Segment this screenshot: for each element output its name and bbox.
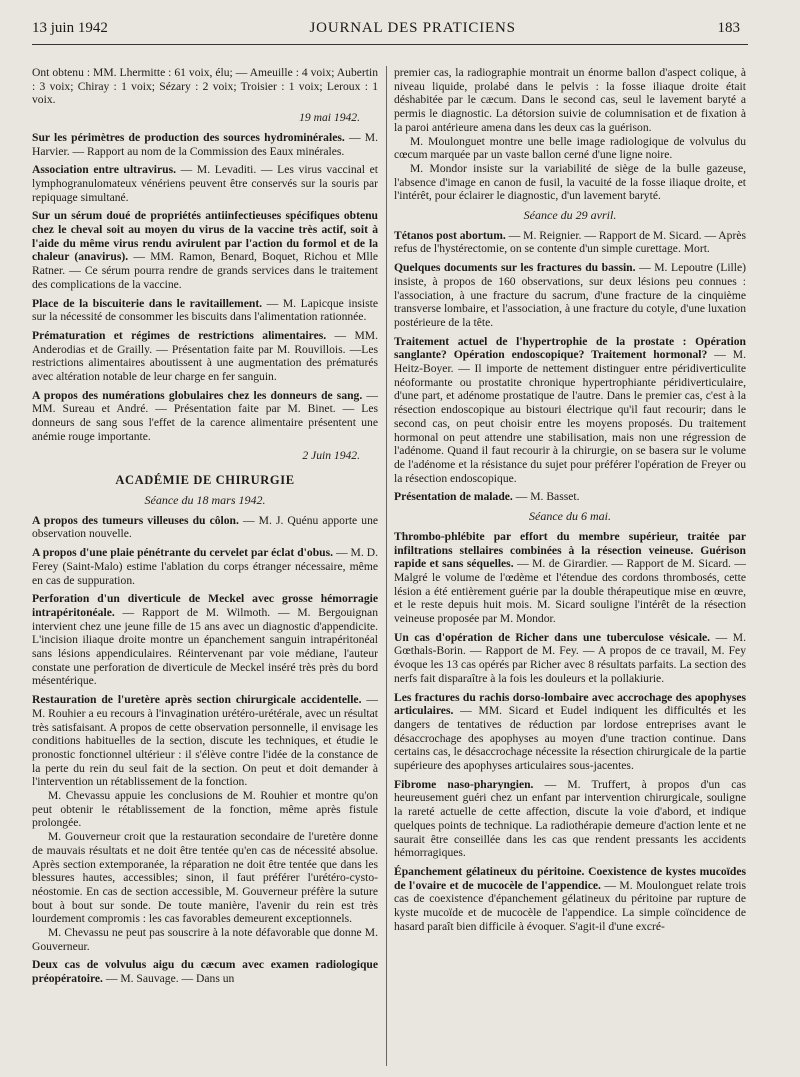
report-title: Deux cas de volvulus aigu du cæcum avec examen radiologique préopératoire. xyxy=(32,958,378,986)
report-item xyxy=(32,209,378,291)
report-body: — M. Levaditi. — Les virus vaccinal et lymphogranulomateux vénériens peuvent être conservés sur la souris par repiquage simultané. xyxy=(32,163,379,204)
report-title: Association entre ultravirus. xyxy=(32,163,177,177)
report-title: Tétanos post abortum. xyxy=(394,228,506,242)
report-item xyxy=(394,261,746,330)
report-title: Perforation d'un diverticule de Meckel avec grosse hémorragie intrapéritonéale. xyxy=(32,592,378,619)
report-body: — M. Truffert, à propos d'un cas heureusement guéri chez un enfant par intervention chirurgicale, souligne la rareté actuelle de cette affection, discute la voie d'abord, et indique quelques points de technique. La radiothérapie demeure d'action lente et ne saurait être conseillée dans les cas que rendent pressants les accidents hémorragiques. xyxy=(394,777,747,860)
report-body: — MM. Ramon, Benard, Boquet, Richou et Mlle Ratner. — Ce sérum pourra rendre de grands services dans le traitement des complications de la vaccine. xyxy=(32,250,378,291)
report-item xyxy=(32,163,378,204)
report-title: Fibrome naso-pharyngien. xyxy=(394,777,534,791)
report-item xyxy=(32,329,378,384)
report-body: — MM. Sicard et Eudel indiquent les difficultés et les dangers de tentatives de réduction par lordose entreprises avant le désaccrochage des apophyses au moyen d'une traction continue. Dans certains cas, le désaccrochage nécessite la résection chirurgicale de la partie supérieure des apophyses articulaires sous-jacentes. xyxy=(394,704,746,773)
report-body: — MM. Anderodias et de Grailly. — Présentation faite par M. Rouvillois. —Les restrictions alimentaires aboutissent à une augmentation des prématurés avec altération notable de leur charge en fer sanguin. xyxy=(32,328,378,384)
report-item xyxy=(32,389,378,444)
report-title: Sur un sérum doué de propriétés antiinfectieuses spécifiques obtenu chez le cheval soit au moyen du virus de la vaccine très actif, soit à l'aide du même virus rendu avirulent par l'action du formol et de la chaleur (anavirus). xyxy=(32,209,378,264)
report-title: A propos des numérations globulaires chez les donneurs de sang. xyxy=(32,388,363,402)
session-date: 2 Juin 1942. xyxy=(302,448,360,462)
page-header xyxy=(32,20,740,44)
report-title: Place de la biscuiterie dans le ravitaillement. xyxy=(32,296,263,310)
report-item xyxy=(394,865,746,934)
report-item xyxy=(394,490,746,504)
report-body: — M. Sauvage. — Dans un xyxy=(102,972,235,986)
discussion-paragraph: M. Mondor insiste sur la variabilité de siège de la bulle gazeuse, l'absence d'image en canon de fusil, la vacuité de la fosse iliaque droite, et l'intérêt, pour éclairer le diagnostic, d'un lavement baryté. xyxy=(394,161,746,203)
report-body: — M. D. Ferey (Saint-Malo) estime l'ablation du corps étranger nécessaire, même en cas de suppuration. xyxy=(32,546,378,587)
report-item xyxy=(394,229,746,256)
report-item xyxy=(32,958,378,985)
report-title: Quelques documents sur les fractures du bassin. xyxy=(394,261,636,275)
report-body: — M. de Girardier. — Rapport de M. Sicard. — Malgré le volume de l'œdème et l'étendue des cordons thrombosés, cette lésion a été entièrement guérie par la double thérapeutique mise en œuvre, et le reste depuis huit mois. M. Sicard souligne l'intérêt de la résection veineuse proposée par M. Mondor. xyxy=(394,557,746,626)
report-item xyxy=(394,691,746,773)
report-title: A propos d'une plaie pénétrante du cervelet par éclat d'obus. xyxy=(32,546,334,560)
header-date: 13 juin 1942 xyxy=(32,20,108,36)
report-item xyxy=(394,335,746,486)
journal-title: JOURNAL DES PRATICIENS xyxy=(309,20,516,36)
report-title: Restauration de l'uretère après section chirurgicale accidentelle. xyxy=(32,693,362,707)
report-title: Prématuration et régimes de restrictions alimentaires. xyxy=(32,328,327,342)
discussion-paragraph: M. Gouverneur croit que la restauration secondaire de l'uretère donne de mauvais résultats et ne doit être tentée qu'en cas de nécessité absolue. Après section extemporanée, la réparation ne doit être tentée que dans les blessures hautes, accessibles; sinon, il faut préférer l'urétéro-cysto-néostomie. En cas de section accessible, M. Gouverneur préfère la suture bout à bout sur sonde. De toute manière, l'avenir du rein est très lourdement compromis : les cas favorables demeurent exceptionnels. xyxy=(32,830,378,926)
report-body: — M. J. Quénu apporte une observation nouvelle. xyxy=(32,513,379,541)
discussion-paragraph: M. Chevassu ne peut pas souscrire à la note défavorable que donne M. Gouverneur. xyxy=(32,926,378,953)
report-body: — M. Lapicque insiste sur la nécessité de consommer les biscuits dans l'alimentation rationnée. xyxy=(32,296,379,324)
report-body: — M. Lepoutre (Lille) insiste, à propos de 160 observations, sur deux lésions peu connues : l'association, à une fracture du sacrum, d'une fracture de la cinquième transverse lombaire, et l'association, à une fracture du cotyle, d'une luxation postérieure de la tête. xyxy=(394,261,746,329)
report-item xyxy=(394,631,746,686)
report-item xyxy=(32,592,378,688)
report-body: — M. Gœthals-Borin. — Rapport de M. Fey. — A propos de ce travail, M. Fey évoque les 13 cas opérés par Richer avec 8 résultats parfaits. La section des nerfs fait disparaître à la fois les douleurs et la pollakiurie. xyxy=(394,630,746,685)
election-result: Ont obtenu : MM. Lhermitte : 61 voix, élu; — Ameuille : 4 voix; Aubertin : 3 voix; Chiray : 1 voix; Sézary : 2 voix; Troisier : 1 voix; Leroux : 1 voix. xyxy=(32,66,378,107)
report-item xyxy=(32,546,378,587)
report-item xyxy=(32,131,378,158)
report-body: — Rapport de M. Wilmoth. — M. Bergouignan intervient chez une jeune fille de 15 ans avec un diagnostic d'appendicite. L'incision iliaque droite montre un épanchement sanguin intrapéritonéal sans lésions appendiculaires. Réintervenant par voie médiane, l'auteur constate une perforation de diverticule de Meckel inséré très près du bord mésentérique. xyxy=(32,605,378,688)
continued-paragraph: premier cas, la radiographie montrait un énorme ballon d'aspect colique, à niveau liquide, prolabé dans le pelvis : la fosse iliaque droite était déshabitée par le cæcum. Dans le second cas, seul le lavement baryté a permis le diagnostic. La détorsion suivie de columnisation et de fixation à la paroi antérieure amena dans les deux cas la guérison. xyxy=(394,66,746,134)
session-heading: Séance du 29 avril. xyxy=(523,208,617,223)
report-title: Traitement actuel de l'hypertrophie de la prostate : Opération sanglante? Opération endoscopique? Traitement hormonal? xyxy=(394,334,746,362)
session-heading: Séance du 6 mai. xyxy=(529,509,611,524)
header-rule xyxy=(32,44,748,45)
discussion-paragraph: M. Chevassu appuie les conclusions de M. Rouhier et montre qu'on peut obtenir le rétablissement de la fonction, même après fistule prolongée. xyxy=(32,789,378,830)
session-heading: Séance du 18 mars 1942. xyxy=(144,492,266,507)
right-column xyxy=(394,66,746,938)
report-body: — M. Basset. xyxy=(512,490,580,504)
session-date: 19 mai 1942. xyxy=(299,111,360,125)
report-title: Présentation de malade. xyxy=(394,490,513,504)
report-title: Épanchement gélatineux du péritoine. Coexistence de kystes mucoïdes de l'ovaire et de mucocèle de l'appendice. xyxy=(394,864,746,892)
report-title: Sur les périmètres de production des sources hydrominérales. xyxy=(32,130,345,144)
report-body: — M. Moulonguet relate trois cas de coexistence d'épanchement gélatineux du péritoine par rupture de kyste mucoïde et de mucocèle de l'appendice. La simple coïncidence de hasard paraît bien difficile à évoquer. S'agit-il d'une excré- xyxy=(394,878,746,933)
report-body: — MM. Sureau et André. — Présentation faite par M. Binet. — Les donneurs de sang sous l'effet de la carence alimentaire présentent une anémie rouge importante. xyxy=(32,388,378,443)
column-divider xyxy=(386,66,387,1066)
discussion-paragraph: M. Moulonguet montre une belle image radiologique de volvulus du cœcum marquée par un vaste ballon cerné d'une ligne noire. xyxy=(394,134,746,162)
report-item xyxy=(394,530,746,626)
report-title: Thrombo-phlébite par effort du membre supérieur, traitée par infiltrations stellaires combinées à la résection veineuse. Guérison rapide et sans séquelles. xyxy=(394,529,746,571)
report-title: Les fractures du rachis dorso-lombaire avec accrochage des apophyses articulaires. xyxy=(394,690,746,718)
report-item xyxy=(32,514,378,541)
report-item xyxy=(394,778,746,860)
report-body: — M. Reignier. — Rapport de M. Sicard. — Après refus de l'hystérectomie, on se contente d'un simple curettage. Mort. xyxy=(394,228,746,256)
left-column xyxy=(32,66,378,991)
report-title: A propos des tumeurs villeuses du côlon. xyxy=(32,513,239,527)
report-item xyxy=(32,693,378,789)
report-body: — M. Heitz-Boyer. — Il importe de nettement distinguer entre péridiverticulite néoformante ou prostatite chronique hypertrophiante péridiverticulaire, d'une part, et adénome prostatique de l'autre. Dans le premier cas, c'est à la résection endoscopique au bistouri électrique qu'il faut recourir; dans le second cas, on peut choisir entre les moyens proposés. Du traitement hormonal on peut attendre une stabilisation, mais non une régression de l'adénome. Quand il faut recourir à la chirurgie, on se basera sur le volume de l'adénome et la résistance du sujet pour préférer l'opération de Freyer ou la résection endoscopique. xyxy=(394,348,746,485)
report-item xyxy=(32,297,378,324)
report-body: — M. Harvier. — Rapport au nom de la Commission des Eaux minérales. xyxy=(32,130,378,158)
report-title: Un cas d'opération de Richer dans une tuberculose vésicale. xyxy=(394,630,711,644)
page-number: 183 xyxy=(717,20,740,36)
academy-heading: ACADÉMIE DE CHIRURGIE xyxy=(115,473,295,488)
report-body: — M. Rouhier a eu recours à l'invagination urétéro-urétérale, avec un résultat très satisfaisant. A propos de cette observation personnelle, il envisage les conditions habituelles de la section, discute les techniques, et étudie le pronostic fonctionnel ultérieur : il s'élève contre l'idée de la constance de la perte du rein du seul fait de la section. On peut et doit demander à l'intervention un rétablissement de la fonction. xyxy=(32,693,378,789)
